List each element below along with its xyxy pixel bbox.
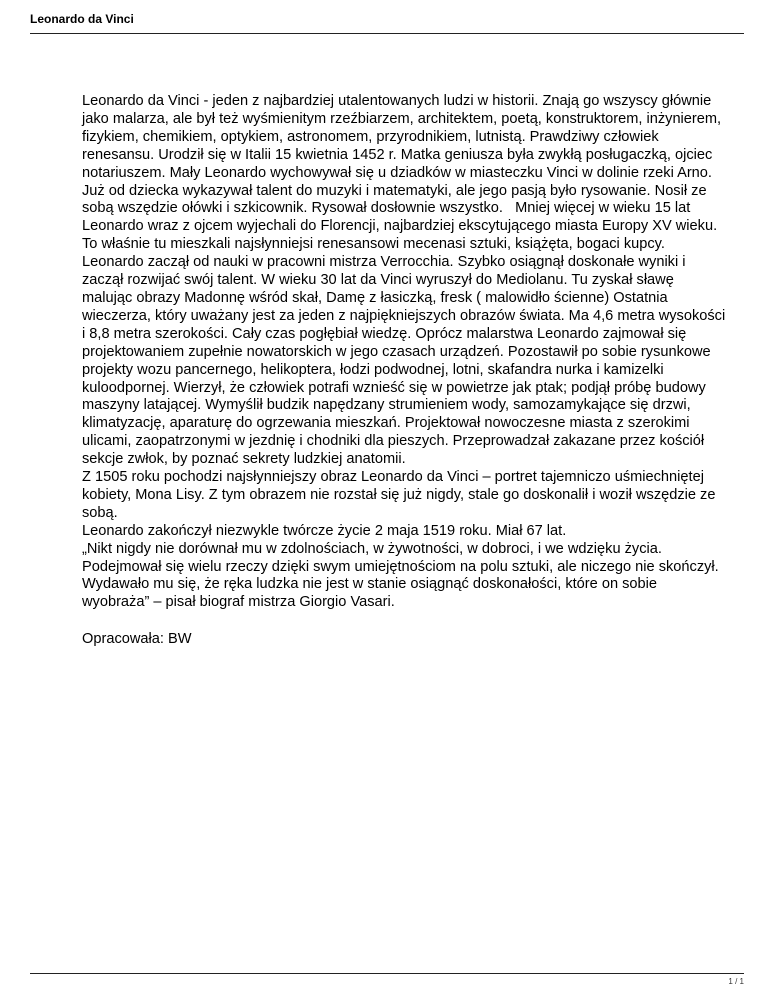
article-body <box>82 93 730 649</box>
page-footer <box>30 973 744 986</box>
page-number: 1 / 1 <box>728 977 744 986</box>
paragraph-death: Leonardo zakończył niezwykle twórcze życie 2 maja 1519 roku. Miał 67 lat. <box>82 522 567 539</box>
author-credit: Opracowała: BW <box>82 631 192 648</box>
paragraph-mona-lisa: Z 1505 roku pochodzi najsłynniejszy obraz Leonardo da Vinci – portret tajemniczo uśmiechniętej kobiety, Mona Lisy. Z tym obrazem nie rozstał się już nigdy, stale go doskonalił i woził wszędzie ze sobą. <box>82 469 720 521</box>
header-title: Leonardo da Vinci <box>30 12 134 26</box>
paragraph-vasari-quote: „Nikt nigdy nie dorównał mu w zdolnościach, w żywotności, w dobroci, i we wdzięku życia. Podejmował się wielu rzeczy dzięki swym umiejętnościom na polu sztuki, ale niczego nie skończył. Wydawało mu się, że ręka ludzka nie jest w stanie osiągnąć doskonałości, które on sobie wyobraża” – pisał biograf mistrza Giorgio Vasari. <box>82 540 723 611</box>
page-header <box>30 0 744 34</box>
paragraph-biography: Leonardo da Vinci - jeden z najbardziej utalentowanych ludzi w historii. Znają go wszyscy głównie jako malarza, ale był też wyśmienitym rzeźbiarzem, architektem, poetą, konstruktorem, inżynierem, fizykiem, chemikiem, optykiem, astronomem, przyrodnikiem, lutnistą. Prawdziwy człowiek renesansu. Urodził się w Italii 15 kwietnia 1452 r. Matka geniusza była zwykłą posługaczką, ojciec notariuszem. Mały Leonardo wychowywał się u dziadków w miasteczku Vinci w dolinie rzeki Arno. Już od dziecka wykazywał talent do muzyki i matematyki, ale jego pasją było rysowanie. Nosił ze sobą wszędzie ołówki i szkicownik. Rysował dosłownie wszystko. Mniej więcej w wieku 15 lat Leonardo wraz z ojcem wyjechali do Florencji, najbardziej ekscytującego miasta Europy XV wieku. To właśnie tu mieszkali najsłynniejsi renesansowi mecenasi sztuki, książęta, bogaci kupcy. Leonardo zaczął od nauki w pracowni mistrza Verrocchia. Szybko osiągnął doskonałe wyniki i zaczął rozwijać swój talent. W wieku 30 lat da Vinci wyruszył do Mediolanu. Tu zyskał sławę malując obrazy Madonnę wśród skał, Damę z łasiczką, fresk ( malowidło ścienne) Ostatnia wieczerza, który uważany jest za jeden z najpiękniejszych obrazów świata. Ma 4,6 metra wysokości i 8,8 metra szerokości. Cały czas pogłębiał wiedzę. Oprócz malarstwa Leonardo zajmował się projektowaniem zupełnie nowatorskich w jego czasach urządzeń. Pozostawił po sobie rysunkowe projekty wozu pancernego, helikoptera, łodzi podwodnej, lotni, skafandra nurka i kamizelki kuloodpornej. Wierzył, że człowiek potrafi wznieść się w powietrze jak ptak; podjął próbę budowy maszyny latającej. Wymyślił budzik napędzany strumieniem wody, samozamykające się drzwi, klimatyzację, aparaturę do ogrzewania mieszkań. Projektował nowoczesne miasta z szerokimi ulicami, zaopatrzonymi w jezdnię i chodniki dla pieszych. Przeprowadzał zakazane przez kościół sekcje zwłok, by poznać sekrety ludzkiej anatomii. <box>82 93 730 468</box>
